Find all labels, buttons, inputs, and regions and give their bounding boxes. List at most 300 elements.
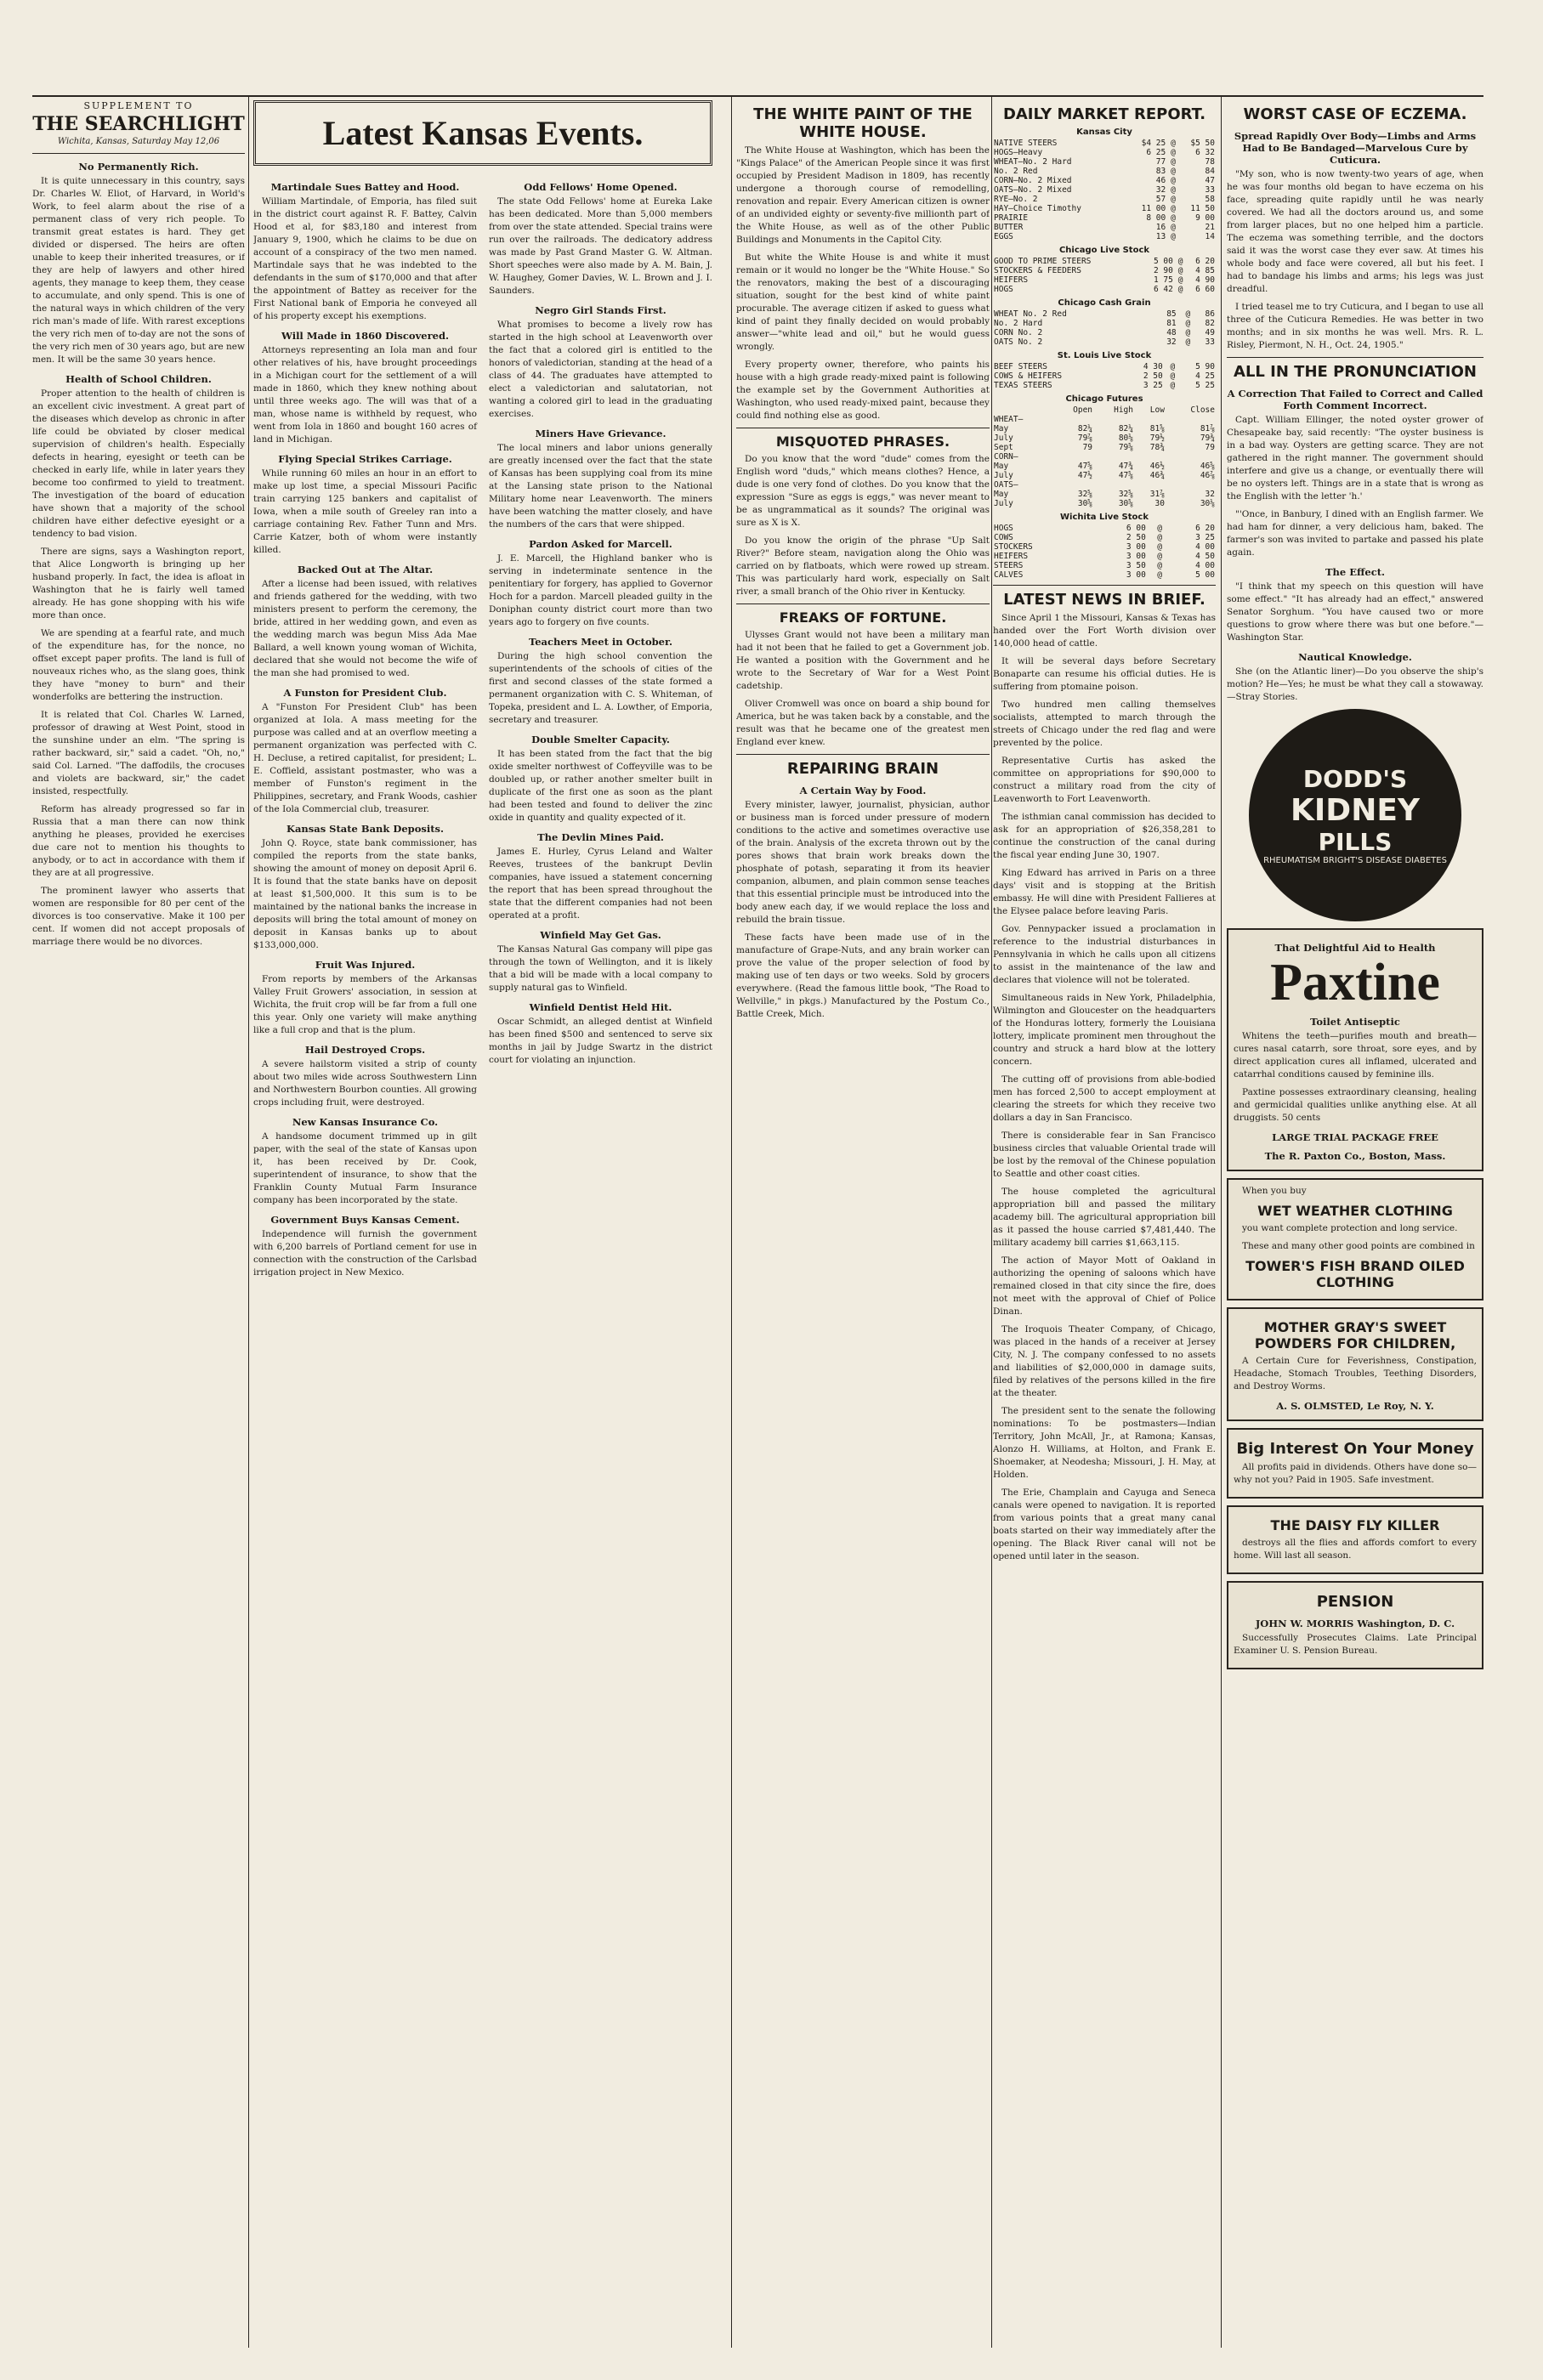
article-heading: Backed Out at The Altar. xyxy=(297,564,434,575)
table-cell: @ xyxy=(1185,337,1191,347)
article-text: William Martindale, of Emporia, has filed suit in the district court against R. F. Battey, Calvin Hood et al, for $83,180 and interest from January 9, 1900, which he claims to be due on account of a conspiracy of the two men named. Martindale says that he was indebted to the defendants in the sum of $170,000 and that after the appointment of Battey as receiver for the First National bank of Emporia he conveyed all of his property except his exemptions. xyxy=(253,196,477,321)
table-cell: 58 xyxy=(1205,195,1215,204)
table-cell: 78 xyxy=(1205,157,1215,167)
news-item: The Erie, Champlain and Cayuga and Seneca canals were opened to navigation. It is reported from various points that a great many canal boats started on their way immediately after the opening. The Black River canal will not be opened until later in the season. xyxy=(993,1488,1216,1561)
table-row xyxy=(993,443,1216,452)
table-cell: @ xyxy=(1170,362,1176,371)
market-table xyxy=(993,362,1216,390)
table-row xyxy=(993,542,1216,552)
table-cell: HEIFERS xyxy=(994,552,1029,561)
article-text: I tried teasel me to try Cuticura, and I began to use all three of the Cuticura Remedies. He was better in two months; and in six months he was well. Mrs. R. L. Risley, Piermont, N. H., Oct. 24, 1905." xyxy=(1227,302,1483,350)
table-cell: 86 xyxy=(1205,309,1215,319)
news-item: Two hundred men calling themselves socialists, attempted to march through the streets of Chicago under the red flag and were prevented by the police. xyxy=(993,700,1216,748)
table-cell: COWS & HEIFERS xyxy=(994,371,1063,381)
table-cell: 32 xyxy=(1166,337,1177,347)
table-cell: PRAIRIE xyxy=(994,213,1029,223)
table-cell xyxy=(1134,452,1166,462)
article-text: The prominent lawyer who asserts that women are responsible for 80 per cent of the divorces is too conservative. Make it 100 per cent. If women did not accept proposals of marriage there would be no divorces. xyxy=(32,886,245,947)
table-cell: 79⅞ xyxy=(1077,434,1093,443)
news-item: Representative Curtis has asked the committee on appropriations for $90,000 to construct a military road from the city of Leavenworth to Fort Leavenworth. xyxy=(993,756,1216,804)
table-cell: 4 25 xyxy=(1195,371,1215,381)
tower-headline: WET WEATHER CLOTHING xyxy=(1257,1203,1453,1219)
table-cell: STOCKERS & FEEDERS xyxy=(994,266,1081,275)
table-cell xyxy=(1093,480,1134,490)
col-rule-3 xyxy=(991,95,992,2348)
dodds-kidney-pills-ad xyxy=(1249,709,1461,921)
market-section-heading: Wichita Live Stock xyxy=(1060,513,1149,522)
fly-killer-text: destroys all the flies and affords comfort to every home. Will last all season. xyxy=(1234,1538,1477,1561)
table-cell: 6 20 xyxy=(1195,524,1215,533)
article-heading: Hail Destroyed Crops. xyxy=(304,1044,426,1056)
dateline: Wichita, Kansas, Saturday May 12,06 xyxy=(57,137,220,146)
article-text: "My son, who is now twenty-two years of age, when he was four months old began to have eczema on his face, spreading quite rapidly until he was nearly covered. We had all the doctors around us, and some from larger places, but no one helped him a particle. The eczema was something terrible, and the doctors said it was the worst case they ever saw. At times his whole body and face were covered, all but his feet. I had to bandage his limbs and arms; his legs was just dreadful. xyxy=(1227,169,1483,294)
pronunciation-subtitle: A Correction That Failed to Correct and Called Forth Comment Incorrect. xyxy=(1227,388,1483,411)
kansas-events-body xyxy=(253,174,712,1284)
table-cell: 81⅝ xyxy=(1149,424,1165,434)
table-row xyxy=(993,257,1216,266)
tower-brand: TOWER'S FISH BRAND OILED CLOTHING xyxy=(1245,1258,1465,1290)
table-cell: 47 xyxy=(1205,176,1215,185)
article-text: Do you know the origin of the phrase "Up Salt River?" Before steam, navigation along the Ohio was carried on by flatboats, which were rowed up stream. This was particularly hard work, especially on Salt river, a small branch of the Ohio river in Kentucky. xyxy=(736,536,990,597)
pension-name: JOHN W. MORRIS Washington, D. C. xyxy=(1255,1618,1455,1629)
table-row xyxy=(993,570,1216,580)
article-text: Independence will furnish the government with 6,200 barrels of Portland cement for use in connection with the construction of the Carlsbad irrigation project in New Mexico. xyxy=(253,1229,477,1278)
article-text: The White House at Washington, which has been the "Kings Palace" of the American People since it was first occupied by President Madison in 1809, has recently undergone a thorough course of remodelling, renovation and repair. Every American citizen is owner of an undivided eighty or seventy-five millionth part of the White House, as well as of the other Public Buildings and Monuments in the Capitol City. xyxy=(736,145,990,245)
column-3 xyxy=(736,100,990,1026)
article-text: J. E. Marcell, the Highland banker who is serving in indeterminate sentence in the penitentiary for forgery, has applied to Governor Hoch for a pardon. Marcell pleaded guilty in the Doniphan county district court more than two years ago to forgery on five counts. xyxy=(489,553,712,627)
table-cell: OATS— xyxy=(994,480,1018,490)
table-cell: 79½ xyxy=(1149,434,1165,443)
table-cell: HOGS—Heavy xyxy=(994,148,1043,157)
table-row xyxy=(993,480,1216,490)
table-cell: No. 2 Hard xyxy=(994,319,1043,328)
table-cell xyxy=(1052,452,1093,462)
article-text: James E. Hurley, Cyrus Leland and Walter Reeves, trustees of the bankrupt Devlin companies, have issued a statement concerning the report that has been spread throughout the state that the different companies had not been operated at a profit. xyxy=(489,847,712,921)
article-text: What promises to become a lively row has started in the high school at Leavenworth over the fact that a colored girl is entitled to the honors of valedictorian, standing at the head of a class of 44. The graduates have attempted to elect a valedictorian and salutatorian, not wanting a colored girl to lead in the graduating exercises. xyxy=(489,320,712,419)
article-text: Every property owner, therefore, who paints his house with a high grade ready-mixed paint is following the example set by the Government Authorities at Washington, who used ready-mixed paint, because they could find nothing else as good. xyxy=(736,360,990,421)
table-cell: TEXAS STEERS xyxy=(994,381,1052,390)
repairing-brain-subtitle: A Certain Way by Food. xyxy=(799,785,927,796)
interest-text: All profits paid in dividends. Others have done so—why not you? Paid in 1905. Safe investment. xyxy=(1234,1462,1477,1485)
article-text: She (on the Atlantic liner)—Do you observe the ship's motion? He—Yes; he must be what they call a stowaway.—Stray Stories. xyxy=(1227,666,1483,702)
table-cell xyxy=(1166,452,1216,462)
table-cell: HOGS xyxy=(994,285,1013,294)
article-heading: Double Smelter Capacity. xyxy=(531,734,670,745)
article-heading: Teachers Meet in October. xyxy=(528,636,672,648)
article-text: Ulysses Grant would not have been a military man had it not been that he failed to get a Government job. He wanted a position with the Government and he wrote to the Secretary of War for a West Point cadetship. xyxy=(736,630,990,691)
news-item: The cutting off of provisions from able-bodied men has forced 2,500 to accept employment at clearing the streets for which they receive two dollars a day in San Francisco. xyxy=(993,1074,1216,1123)
article-text: But white the White House is and white it must remain or it would no longer be the "White House." So the renovators, making the best of a discouraging situation, sought for the best kind of white paint procurable. The average citizen if asked to guess what kind of paint they finally decided on would probably answer—"white lead and oil," but he would guess wrongly. xyxy=(736,252,990,352)
freaks-title: FREAKS OF FORTUNE. xyxy=(779,609,947,626)
table-cell: 47½ xyxy=(1077,471,1093,480)
pension-ad xyxy=(1227,1581,1483,1669)
table-row xyxy=(993,213,1216,223)
table-cell: NATIVE STEERS xyxy=(994,139,1058,148)
white-paint-title: THE WHITE PAINT OF THE WHITE HOUSE. xyxy=(753,105,973,141)
table-row xyxy=(993,452,1216,462)
table-cell: $4 25 xyxy=(1141,139,1166,148)
article-text: It is quite unnecessary in this country, says Dr. Charles W. Eliot, of Harvard, in World's Work, to feel alarm about the rise of a permanent class of very rich people. To transmit great estates is hard. They get divided or dispersed. The heirs are often unable to keep their inherited treasures, or if they are help of lawyers and other hired agents, they manage to keep them, they cease to accumulate, and only spend. This is one of the natural ways in which children of the very rich man's made of life. With rarest exceptions the very rich men of to-day are not the sons of the very rich men of 30 years ago, but are new men. It will be the same 30 years hence. xyxy=(32,176,245,365)
table-cell: CALVES xyxy=(994,570,1024,580)
table-cell: 2 50 xyxy=(1143,371,1163,381)
article-text: There are signs, says a Washington report, that Alice Longworth is bringing up her husband properly. In fact, the idea is afloat in Washington that he is fairly well tamed already. He has gone shopping with his wife more than once. xyxy=(32,547,245,620)
news-item: The action of Mayor Mott of Oakland in authorizing the opening of saloons which have remained closed in that city since the fire, does not meet with the approval of Chief of Police Dinan. xyxy=(993,1255,1216,1317)
table-row xyxy=(993,185,1216,195)
table-cell: 46⅞ xyxy=(1200,471,1215,480)
fly-killer-headline: THE DAISY FLY KILLER xyxy=(1270,1517,1440,1533)
article-heading: Government Buys Kansas Cement. xyxy=(270,1214,460,1226)
table-cell: 6 42 xyxy=(1153,285,1173,294)
market-section-heading: Chicago Live Stock xyxy=(1058,246,1150,255)
article-text: A severe hailstorm visited a strip of county about two miles wide across Southwestern Linn and Northwestern Bourbon counties. All growing crops including fruit, were destroyed. xyxy=(253,1059,477,1108)
article-heading: Pardon Asked for Marcell. xyxy=(529,538,672,550)
table-cell: @ xyxy=(1171,223,1176,232)
mother-gray-text: A Certain Cure for Feverishness, Constipation, Headache, Stomach Troubles, Teething Disorders, and Destroy Worms. xyxy=(1234,1356,1477,1391)
table-row xyxy=(993,266,1216,275)
news-item: Simultaneous raids in New York, Philadelphia, Wilmington and Gloucester on the headquarters of the Honduras lottery, formerly the Louisiana lottery, implicate prominent men throughout the country and struck a hard blow at the lottery concern. xyxy=(993,993,1216,1067)
news-item: The house completed the agricultural appropriation bill and passed the military academy bill. The agricultural appropriation bill as it passed the house carried $7,481,440. The military academy bill carries $1,663,115. xyxy=(993,1187,1216,1248)
table-cell: July xyxy=(994,471,1013,480)
market-section-heading: Chicago Futures xyxy=(1065,394,1143,404)
towers-clothing-ad xyxy=(1227,1178,1483,1300)
table-cell: 33 xyxy=(1205,337,1215,347)
pills-label: PILLS xyxy=(1318,828,1393,856)
table-cell: @ xyxy=(1170,371,1176,381)
kansas-events-title: Latest Kansas Events. xyxy=(253,100,712,166)
table-cell: 57 xyxy=(1155,195,1166,204)
article-text: Oscar Schmidt, an alleged dentist at Winfield has been fined $500 and sentenced to serve six months in jail by Judge Swartz in the district court for violating an injunction. xyxy=(489,1017,712,1065)
table-row xyxy=(993,319,1216,328)
table-cell: 30⅝ xyxy=(1077,499,1093,508)
repairing-brain-title: REPAIRING BRAIN xyxy=(786,760,939,778)
paxtine-tagline: That Delightful Aid to Health xyxy=(1274,942,1436,954)
table-cell: 79⅝ xyxy=(1118,443,1133,452)
table-row xyxy=(993,471,1216,480)
table-row xyxy=(993,499,1216,508)
eczema-title: WORST CASE OF ECZEMA. xyxy=(1243,105,1467,123)
table-row xyxy=(993,552,1216,561)
table-cell: CORN— xyxy=(994,452,1018,462)
kidney-label: KIDNEY xyxy=(1291,793,1420,828)
kansas-events-right xyxy=(489,174,712,1284)
table-cell: 32⅝ xyxy=(1118,490,1133,499)
news-item: Since April 1 the Missouri, Kansas & Texas has handed over the Fort Worth division over 140,000 head of cattle. xyxy=(993,613,1216,649)
table-cell xyxy=(1093,452,1134,462)
mother-gray-address: A. S. OLMSTED, Le Roy, N. Y. xyxy=(1276,1400,1434,1412)
pronunciation-title: ALL IN THE PRONUNCIATION xyxy=(1234,363,1477,381)
pension-headline: PENSION xyxy=(1316,1593,1394,1611)
paxtine-ad xyxy=(1227,928,1483,1171)
paxtine-company: The R. Paxton Co., Boston, Mass. xyxy=(1264,1150,1446,1162)
table-cell: 46¾ xyxy=(1149,471,1165,480)
paper-name: THE SEARCHLIGHT xyxy=(32,113,245,135)
table-cell: @ xyxy=(1171,148,1176,157)
table-row xyxy=(993,328,1216,337)
table-cell: @ xyxy=(1171,185,1176,195)
article-text: A "Funston For President Club" has been organized at Iola. A mass meeting for the purpose was called and at an overflow meeting a permanent organization was perfected with C. H. Decluse, a retired capitalist, for president; L. E. Coffield, assistant postmaster, who was a member of Funston's regiment in the Philippines, secretary, and Frank Woods, cashier of the Iola Commercial club, treasurer. xyxy=(253,702,477,814)
table-cell: @ xyxy=(1157,524,1163,533)
col-rule-4 xyxy=(1221,95,1222,2348)
tower-text: These and many other good points are combined in xyxy=(1242,1241,1475,1251)
table-cell: 6 20 xyxy=(1195,257,1215,266)
supplement-label: SUPPLEMENT TO xyxy=(83,100,194,111)
table-row xyxy=(993,561,1216,570)
table-cell: 6 60 xyxy=(1195,285,1215,294)
table-cell: @ xyxy=(1185,328,1191,337)
table-cell: STOCKERS xyxy=(994,542,1033,552)
col-rule-2 xyxy=(731,95,732,2348)
table-cell: July xyxy=(994,499,1013,508)
table-header-cell: Open xyxy=(1073,405,1093,415)
table-row xyxy=(993,285,1216,294)
table-cell: BUTTER xyxy=(994,223,1024,232)
paxtine-trial: LARGE TRIAL PACKAGE FREE xyxy=(1272,1131,1438,1143)
table-cell: 4 00 xyxy=(1195,542,1215,552)
article-heading: Health of School Children. xyxy=(65,373,212,385)
table-cell: 13 xyxy=(1155,232,1166,241)
table-cell: 1 75 xyxy=(1153,275,1173,285)
interest-headline: Big Interest On Your Money xyxy=(1236,1440,1474,1458)
table-row xyxy=(993,490,1216,499)
interest-ad xyxy=(1227,1428,1483,1499)
table-cell: May xyxy=(994,424,1009,434)
table-cell: 2 90 xyxy=(1153,266,1173,275)
news-item: The Iroquois Theater Company, of Chicago, was placed in the hands of a receiver at Jersey City, N. J. The company confessed to no assets and liabilities of $2,000,000 in damage suits, filed by relatives of the persons killed in the fire at the theater. xyxy=(993,1324,1216,1398)
divider xyxy=(32,153,245,154)
article-heading: Kansas State Bank Deposits. xyxy=(286,823,445,835)
table-cell: 32⅝ xyxy=(1077,490,1093,499)
table-cell: 9 00 xyxy=(1195,213,1215,223)
table-cell: OATS No. 2 xyxy=(994,337,1043,347)
table-cell: 3 00 xyxy=(1126,552,1146,561)
table-row xyxy=(993,415,1216,424)
table-header-cell: Low xyxy=(1149,405,1165,415)
table-cell: GOOD TO PRIME STEERS xyxy=(994,257,1092,266)
fly-killer-ad xyxy=(1227,1505,1483,1574)
table-row xyxy=(993,204,1216,213)
table-cell: 5 25 xyxy=(1195,381,1215,390)
top-rule xyxy=(32,95,1483,97)
table-cell: @ xyxy=(1157,542,1163,552)
table-cell: 11 00 xyxy=(1141,204,1166,213)
table-cell xyxy=(1052,415,1093,424)
latest-news-title: LATEST NEWS IN BRIEF. xyxy=(1003,591,1205,609)
table-cell: 33 xyxy=(1205,185,1215,195)
article-heading: No Permanently Rich. xyxy=(78,161,199,173)
table-row xyxy=(993,223,1216,232)
column-1 xyxy=(32,100,245,954)
table-cell: Sept xyxy=(994,443,1013,452)
table-row xyxy=(993,148,1216,157)
table-cell: 3 50 xyxy=(1126,561,1146,570)
table-cell: 78¾ xyxy=(1149,443,1165,452)
table-cell: 14 xyxy=(1205,232,1215,241)
table-cell: 16 xyxy=(1155,223,1166,232)
article-text: The state Odd Fellows' home at Eureka Lake has been dedicated. More than 5,000 members from over the state attended. Special trains were run over the railroads. The dedicatory address was made by Past Grand Master G. W. Altman. Short speeches were also made by A. M. Bain, J. W. Haughey, Gomer Davies, W. L. Brown and J. I. Saunders. xyxy=(489,196,712,296)
table-cell: 2 50 xyxy=(1126,533,1146,542)
table-cell: HEIFERS xyxy=(994,275,1029,285)
table-header-row xyxy=(993,405,1216,415)
table-cell: 30⅝ xyxy=(1118,499,1133,508)
table-cell: 79 xyxy=(1205,443,1215,452)
article-heading: Miners Have Grievance. xyxy=(535,428,667,439)
table-cell: 6 32 xyxy=(1195,148,1215,157)
article-text: Proper attention to the health of children is an excellent civic investment. A great part of the diseases which develop as chronic in after life could be obviated by closer medical supervision of children's health. Especially defects in hearing, eyesight or teeth can be checked in early life, while in later years they become too confirmed to yield to treatment. The investigation of the board of education have shown that a majority of the school children have either defective eyesight or a tendency to bad vision. xyxy=(32,388,245,539)
table-cell: @ xyxy=(1177,257,1183,266)
table-cell: @ xyxy=(1185,309,1191,319)
table-row xyxy=(993,157,1216,167)
market-table xyxy=(993,309,1216,347)
table-header-cell xyxy=(993,405,1052,415)
table-cell: 47⅝ xyxy=(1077,462,1093,471)
futures-table xyxy=(993,405,1216,508)
table-row xyxy=(993,533,1216,542)
article-heading: Winfield May Get Gas. xyxy=(540,929,661,941)
table-row xyxy=(993,232,1216,241)
table-cell: 47⅝ xyxy=(1118,471,1133,480)
market-table xyxy=(993,257,1216,294)
table-cell: BEEF STEERS xyxy=(994,362,1047,371)
dodds-label: DODD'S xyxy=(1302,765,1408,793)
table-cell: No. 2 Red xyxy=(994,167,1038,176)
table-cell: 31⅞ xyxy=(1149,490,1165,499)
table-cell: STEERS xyxy=(994,561,1024,570)
table-cell: WHEAT No. 2 Red xyxy=(994,309,1067,319)
article-heading: Winfield Dentist Held Hit. xyxy=(529,1001,672,1013)
table-cell: 47¾ xyxy=(1118,462,1133,471)
article-text: Every minister, lawyer, journalist, physician, author or business man is forced under pressure of modern conditions to the active and sometimes overactive use of the brain. Analysis of the excreta thrown out by the pores shows that brain work breaks down the phosphate of potash, separating it from its heavier companion, albumen, and plain common sense teaches that this essential principle must be introduced into the body anew each day, if we would replace the loss and rebuild the brain tissue. xyxy=(736,800,990,925)
table-cell: 3 25 xyxy=(1143,381,1163,390)
market-section-heading: Kansas City xyxy=(1076,128,1132,137)
table-cell xyxy=(1134,415,1166,424)
table-row xyxy=(993,309,1216,319)
table-cell: COWS xyxy=(994,533,1013,542)
article-text: While running 60 miles an hour in an effort to make up lost time, a special Missouri Pacific train carrying 125 bankers and capitalist of Iowa, when a mile south of Greeley ran into a carriage containing Rev. Father Tunn and Mrs. Carrie Katzer, both of whom were instantly killed. xyxy=(253,468,477,555)
article-text: It is related that Col. Charles W. Larned, professor of drawing at West Point, stood in the sunshine under an elm. "The spring is rather backward, sir," said a cadet. "Oh, no," said Col. Larned. "The daffodils, the crocuses and violets are backward, sir," the cadet insisted, respectfully. xyxy=(32,710,245,796)
article-text: Attorneys representing an Iola man and four other relatives of his, have brought proceedings in a Michigan court for the settlement of a will made in 1860, which they knew nothing about until three weeks ago. The will was that of a man, whose name is withheld by request, who went from Iola in 1860 and bought 160 acres of land in Michigan. xyxy=(253,345,477,445)
table-cell xyxy=(1134,480,1166,490)
table-row xyxy=(993,462,1216,471)
table-cell: @ xyxy=(1171,213,1176,223)
table-cell: @ xyxy=(1157,552,1163,561)
table-cell: 11 50 xyxy=(1190,204,1215,213)
table-cell: July xyxy=(994,434,1013,443)
article-heading: New Kansas Insurance Co. xyxy=(292,1116,439,1128)
mother-gray-headline: MOTHER GRAY'S SWEET POWDERS FOR CHILDREN, xyxy=(1254,1319,1456,1352)
market-table xyxy=(993,139,1216,241)
table-cell: 79 xyxy=(1082,443,1093,452)
divider xyxy=(1227,357,1483,358)
table-cell: 82¼ xyxy=(1118,424,1133,434)
table-cell: @ xyxy=(1170,381,1176,390)
table-cell: 6 00 xyxy=(1126,524,1146,533)
table-row xyxy=(993,139,1216,148)
news-item: King Edward has arrived in Paris on a three days' visit and is stopping at the British embassy. He will dine with President Fallieres at the Elysee palace before leaving Paris. xyxy=(993,868,1216,916)
table-cell: CORN—No. 2 Mixed xyxy=(994,176,1072,185)
article-heading: Flying Special Strikes Carriage. xyxy=(278,453,452,465)
market-report-title: DAILY MARKET REPORT. xyxy=(1002,105,1206,123)
table-cell: 85 xyxy=(1166,309,1177,319)
divider xyxy=(993,585,1216,586)
table-cell: @ xyxy=(1177,275,1183,285)
table-cell xyxy=(1093,415,1134,424)
table-cell: 21 xyxy=(1205,223,1215,232)
table-cell: WHEAT—No. 2 Hard xyxy=(994,157,1072,167)
table-cell: 77 xyxy=(1155,157,1166,167)
table-cell: 4 50 xyxy=(1195,552,1215,561)
column-4 xyxy=(993,100,1216,1568)
table-header-cell: High xyxy=(1114,405,1133,415)
article-text: It has been stated from the fact that the big oxide smelter northwest of Coffeyville was to be doubled up, or rather another smelter built in duplicate of the first one as soon as the plant had been tested and found to deliver the zinc oxide in quantity and quality expected of it. xyxy=(489,749,712,823)
table-cell: 5 00 xyxy=(1153,257,1173,266)
article-text: Capt. William Ellinger, the noted oyster grower of Chesapeake bay, said recently: "The oyster business is in a bad way. Oysters are getting scarce. They are not gathered in the right manner. The government should interfere and give us a change, or eventually there will be no oysters left. Things are in a state that is wrong as the English with the letter 'h.' xyxy=(1227,415,1483,502)
paxtine-logo: Paxtine xyxy=(1270,954,1440,1012)
article-text: During the high school convention the superintendents of the schools of cities of the first and second classes of the state formed a permanent organization with C. S. Whiteman, of Topeka, president and L. A. Lowther, of Emporia, secretary and treasurer. xyxy=(489,651,712,725)
table-cell: HOGS xyxy=(994,524,1013,533)
article-heading: Will Made in 1860 Discovered. xyxy=(281,330,450,342)
article-heading: A Funston for President Club. xyxy=(283,687,447,699)
article-heading: Martindale Sues Battey and Hood. xyxy=(270,181,460,193)
table-cell: @ xyxy=(1157,570,1163,580)
market-section-heading: St. Louis Live Stock xyxy=(1057,351,1152,360)
table-cell: 84 xyxy=(1205,167,1215,176)
table-cell: May xyxy=(994,462,1009,471)
article-text: These facts have been made use of in the manufacture of Grape-Nuts, and any brain worker can prove the value of the proper selection of food by making use of ten days or two weeks. Sold by grocers everywhere. (Read the famous little book, "The Road to Wellville," in pkgs.) Manufactured by the Postum Co., Battle Creek, Mich. xyxy=(736,932,990,1019)
article-heading: Nautical Knowledge. xyxy=(1298,651,1412,663)
table-cell: 3 00 xyxy=(1126,542,1146,552)
table-row xyxy=(993,275,1216,285)
news-item: There is considerable fear in San Francisco business circles that valuable Oriental trade will be lost by the removal of the Chinese population to Seattle and other coast cities. xyxy=(993,1130,1216,1179)
kansas-events-left xyxy=(253,174,477,1284)
table-cell: 30⅛ xyxy=(1200,499,1215,508)
table-cell: 81 xyxy=(1166,319,1177,328)
misquoted-title: MISQUOTED PHRASES. xyxy=(775,434,950,450)
table-cell xyxy=(1166,415,1216,424)
article-text: The local miners and labor unions generally are greatly incensed over the fact that the state of Kansas has been supplying coal from its mine at the Lansing state prison to the National Military home near Leavenworth. The miners have been watching the matter closely, and have the numbers of the cars that were shipped. xyxy=(489,443,712,530)
news-item: The isthmian canal commission has decided to ask for an appropriation of $26,358,281 to continue the construction of the canal during the fiscal year ending June 30, 1907. xyxy=(993,812,1216,860)
table-cell: 8 00 xyxy=(1146,213,1166,223)
table-row xyxy=(993,337,1216,347)
table-cell xyxy=(1052,480,1093,490)
table-cell: RYE—No. 2 xyxy=(994,195,1038,204)
eczema-subtitle: Spread Rapidly Over Body—Limbs and Arms Had to Be Bandaged—Marvelous Cure by Cuticura. xyxy=(1234,130,1477,166)
article-text: "'Once, in Banbury, I dined with an English farmer. We had ham for dinner, a very delicious ham, baked. The farmer's son was invited to partake and passed his plate again. xyxy=(1227,509,1483,558)
table-row xyxy=(993,167,1216,176)
table-cell: 46½ xyxy=(1149,462,1165,471)
news-list xyxy=(993,612,1216,1563)
table-cell: 4 00 xyxy=(1195,561,1215,570)
table-cell: HAY—Choice Timothy xyxy=(994,204,1081,213)
mother-gray-ad xyxy=(1227,1307,1483,1421)
table-cell: @ xyxy=(1157,561,1163,570)
table-cell: 79¾ xyxy=(1200,434,1215,443)
article-text: "I think that my speech on this question will have some effect." "It has already had an effect," answered Senator Sorghum. "You have caused two or more questions to grow where there was but one before."—Washington Star. xyxy=(1227,581,1483,643)
table-cell: @ xyxy=(1171,167,1176,176)
table-header-cell: Close xyxy=(1190,405,1215,415)
pension-text: Successfully Prosecutes Claims. Late Principal Examiner U. S. Pension Bureau. xyxy=(1234,1633,1477,1656)
article-text: Reform has already progressed so far in Russia that a man there can now think anything he pleases, provided he exercises due care not to mention his thoughts to anybody, or to act in accordance with them if they are at all progressive. xyxy=(32,804,245,878)
table-cell: 32 xyxy=(1205,490,1215,499)
table-cell: @ xyxy=(1185,319,1191,328)
article-text: Do you know that the word "dude" comes from the English word "duds," which means clothes? Hence, a dude is one very fond of clothes. Do you know that the expression "Sure as eggs is eggs," was never meant to be as ungrammatical as it sounds? The original was sure as X is X. xyxy=(736,454,990,528)
table-cell: 46 xyxy=(1155,176,1166,185)
article-text: John Q. Royce, state bank commissioner, has compiled the reports from the state banks, showing the amount of money on deposit April 6. It is found that the state banks have on deposit at least $1,500,000. It this sum is to be maintained by the national banks the increase in deposits will bring the total amount of money on deposit in Kansas banks up to about $133,000,000. xyxy=(253,838,477,950)
table-cell: 82 xyxy=(1205,319,1215,328)
table-row xyxy=(993,434,1216,443)
table-cell: @ xyxy=(1177,285,1183,294)
table-cell: @ xyxy=(1171,204,1176,213)
news-item: The president sent to the senate the following nominations: To be postmasters—Indian Territory, John McAll, Jr., at Ramona; Kansas, Alonzo H. Williams, at Holton, and Frank E. Shoemaker, at Neodesha; Missouri, J. H. May, at Holden. xyxy=(993,1406,1216,1480)
